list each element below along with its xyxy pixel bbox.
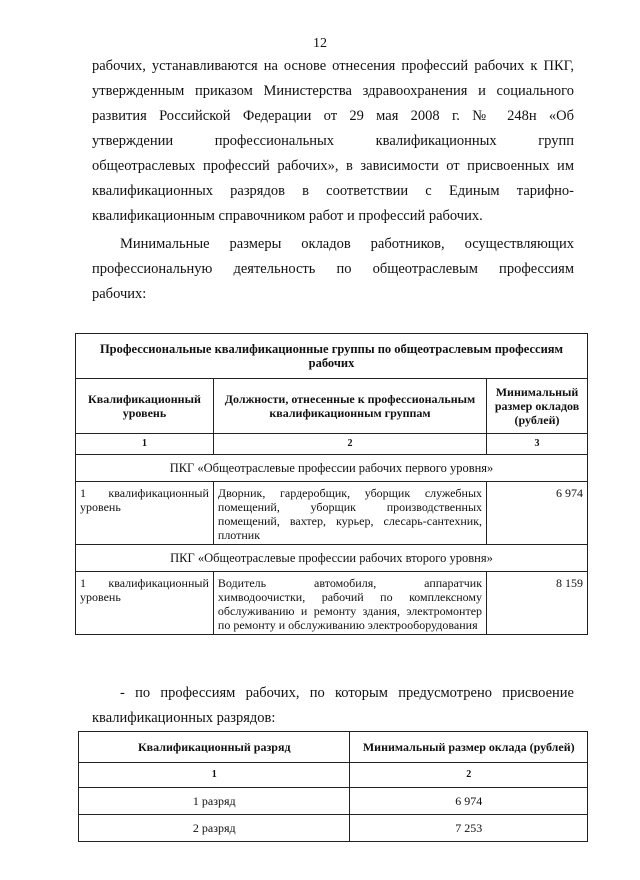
column-header-salary: Минимальный размер оклада (рублей) xyxy=(350,732,588,763)
salary-table-grades xyxy=(78,731,588,842)
paragraph-graded-professions xyxy=(92,681,574,731)
text-line: Минимальные размеры окладов работников, осуществляющих xyxy=(120,236,574,252)
salary-cell: 6 974 xyxy=(487,482,588,545)
column-header-salary: Минимальный размер окладов (рублей) xyxy=(487,379,588,434)
text-line: рабочих, устанавливаются на основе отнесения профессий рабочих к ПКГ, xyxy=(92,58,574,74)
salary-cell: 6 974 xyxy=(350,788,588,815)
grade-cell: 1 разряд xyxy=(79,788,350,815)
column-header-positions: Должности, отнесенные к профессиональным квалификационным группам xyxy=(213,379,486,434)
text-line: профессиональную деятельность по общеотраслевым профессиям xyxy=(92,261,574,277)
column-number: 1 xyxy=(76,434,214,455)
column-number: 3 xyxy=(487,434,588,455)
level-cell: 1 квалификационный уровень xyxy=(76,572,214,635)
positions-cell: Дворник, гардеробщик, уборщик служебных помещений, уборщик производственных помещений, вахтер, курьер, слесарь-сантехник, плотник xyxy=(213,482,486,545)
paragraph-intro xyxy=(92,54,574,229)
text-line: - по профессиям рабочих, по которым предусмотрено присвоение xyxy=(120,685,574,701)
text-line: утвержденным приказом Министерства здравоохранения и социального xyxy=(92,83,574,99)
page-number: 12 xyxy=(313,36,327,51)
grade-cell: 2 разряд xyxy=(79,815,350,842)
text-line: рабочих: xyxy=(92,286,147,302)
text-line: квалификационных разрядов: xyxy=(92,710,276,726)
positions-cell: Водитель автомобиля, аппаратчик химводоочистки, рабочий по комплексному обслуживанию и ремонту здания, электромонтер по ремонту и обслуживанию электрооборудования xyxy=(213,572,486,635)
text-line: общеотраслевых профессий рабочих», в зависимости от присвоенных им xyxy=(92,158,574,174)
column-header-grade: Квалификационный разряд xyxy=(79,732,350,763)
text-line: развития Российской Федерации от 29 мая 2008 г. № 248н «Об xyxy=(92,108,574,124)
column-number: 1 xyxy=(79,763,350,788)
column-header-level: Квалификационный уровень xyxy=(76,379,214,434)
salary-table-pkg xyxy=(75,333,588,635)
column-number: 2 xyxy=(350,763,588,788)
salary-cell: 8 159 xyxy=(487,572,588,635)
table-row xyxy=(79,815,588,842)
table-row xyxy=(79,788,588,815)
group-header: ПКГ «Общеотраслевые профессии рабочих первого уровня» xyxy=(76,455,588,482)
text-line: квалификационных разрядов в соответствии с Единым тарифно- xyxy=(92,183,574,199)
column-number: 2 xyxy=(213,434,486,455)
group-header: ПКГ «Общеотраслевые профессии рабочих второго уровня» xyxy=(76,545,588,572)
table-row xyxy=(76,482,588,545)
paragraph-min-salaries xyxy=(92,232,574,307)
text-line: утверждении профессиональных квалификационных групп xyxy=(92,133,574,149)
salary-cell: 7 253 xyxy=(350,815,588,842)
table-title: Профессиональные квалификационные группы по общеотраслевым профессиям рабочих xyxy=(76,334,588,379)
text-line: квалификационным справочником работ и профессий рабочих. xyxy=(92,208,483,224)
level-cell: 1 квалификационный уровень xyxy=(76,482,214,545)
table-row xyxy=(76,572,588,635)
